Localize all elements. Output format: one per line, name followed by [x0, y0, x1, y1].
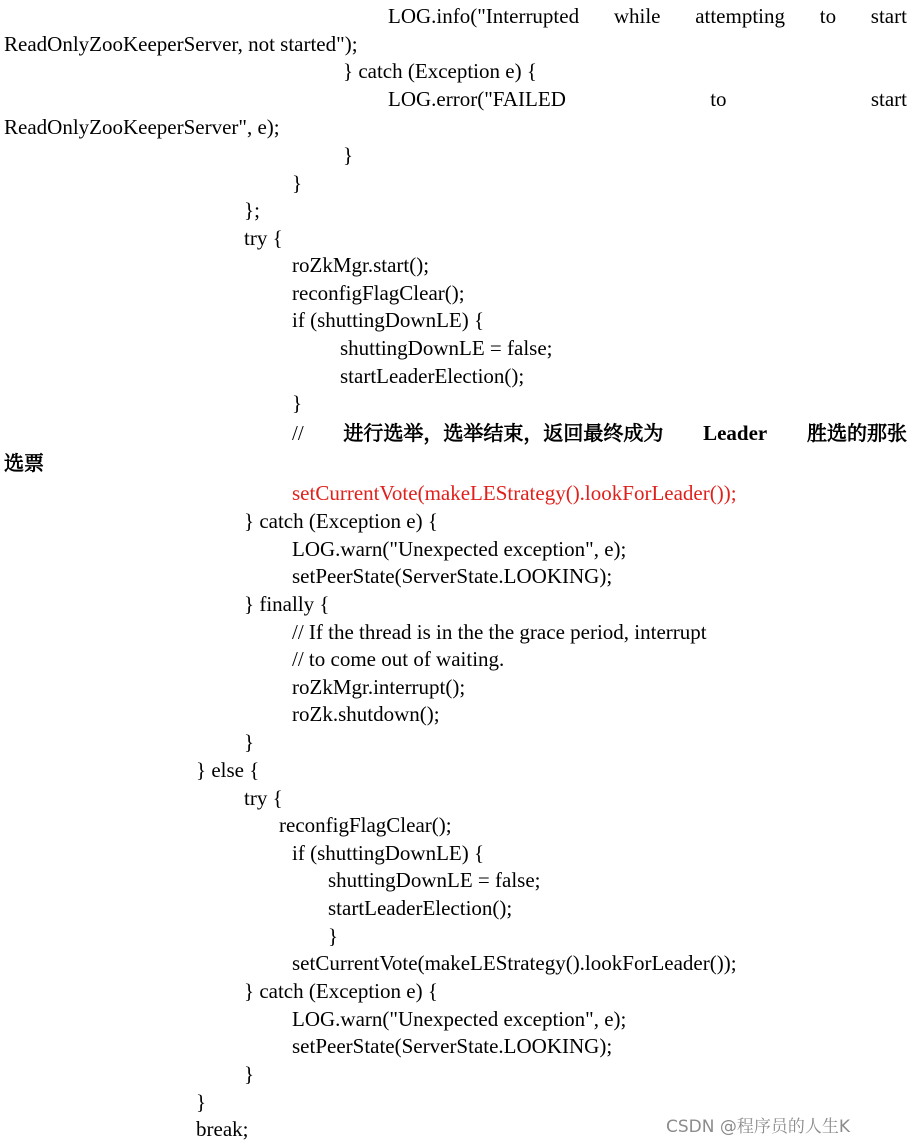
code-line: if (shuttingDownLE) {: [292, 308, 485, 332]
code-line: setPeerState(ServerState.LOOKING);: [292, 1034, 613, 1058]
code-line: // If the thread is in the the grace period, interrupt: [292, 620, 707, 644]
code-line: }: [292, 391, 303, 415]
code-line: reconfigFlagClear();: [292, 281, 465, 305]
code-line: LOG.warn("Unexpected exception", e);: [292, 537, 627, 561]
comment-text: Leader: [703, 421, 768, 445]
code-line: } else {: [196, 758, 260, 782]
code-line: [388, 86, 907, 112]
code-word: attempting: [695, 4, 786, 28]
code-line: try {: [244, 226, 283, 250]
code-line: shuttingDownLE = false;: [328, 868, 541, 892]
code-line: roZkMgr.start();: [292, 253, 430, 277]
code-line: }: [196, 1090, 207, 1114]
code-line: } finally {: [244, 592, 330, 616]
code-line: // to come out of waiting.: [292, 647, 505, 671]
csdn-watermark: CSDN @程序员的人生K: [666, 1117, 851, 1137]
comment-text: 胜选的那张: [806, 421, 907, 445]
code-line: try {: [244, 786, 283, 810]
code-word: start: [870, 87, 907, 111]
code-line: shuttingDownLE = false;: [340, 336, 553, 360]
code-line: }: [292, 171, 303, 195]
code-line: if (shuttingDownLE) {: [292, 841, 485, 865]
comment-marker: //: [292, 421, 304, 445]
code-line: reconfigFlagClear();: [279, 813, 452, 837]
code-line: } catch (Exception e) {: [244, 509, 438, 533]
code-line: }: [244, 730, 255, 754]
code-word: start: [870, 4, 907, 28]
code-line: LOG.warn("Unexpected exception", e);: [292, 1007, 627, 1031]
code-line: } catch (Exception e) {: [343, 59, 537, 83]
code-word: LOG.error("FAILED: [388, 87, 566, 111]
code-line: }: [328, 924, 339, 948]
code-line: break;: [196, 1117, 249, 1141]
code-word: to: [819, 4, 837, 28]
code-line: } catch (Exception e) {: [244, 979, 438, 1003]
comment-text: 进行选举，选举结束，返回最终成为: [343, 421, 664, 445]
highlighted-code-line: setCurrentVote(makeLEStrategy().lookForLeader());: [292, 481, 737, 505]
code-word: LOG.info("Interrupted: [388, 4, 580, 28]
code-line: startLeaderElection();: [340, 364, 525, 388]
code-line: setPeerState(ServerState.LOOKING);: [292, 564, 613, 588]
code-line: [388, 3, 907, 29]
code-comment-line: 选票: [4, 451, 44, 475]
code-word: while: [613, 4, 661, 28]
code-line: };: [244, 198, 260, 222]
code-line: startLeaderElection();: [328, 896, 513, 920]
code-line: ReadOnlyZooKeeperServer", e);: [4, 115, 280, 139]
code-word: to: [710, 87, 727, 111]
code-line: ReadOnlyZooKeeperServer, not started");: [4, 32, 358, 56]
code-line: roZk.shutdown();: [292, 702, 440, 726]
code-line: roZkMgr.interrupt();: [292, 675, 466, 699]
code-line: }: [244, 1062, 255, 1086]
code-comment-line: [292, 420, 907, 446]
code-line: }: [343, 143, 354, 167]
code-line: setCurrentVote(makeLEStrategy().lookForLeader());: [292, 951, 737, 975]
